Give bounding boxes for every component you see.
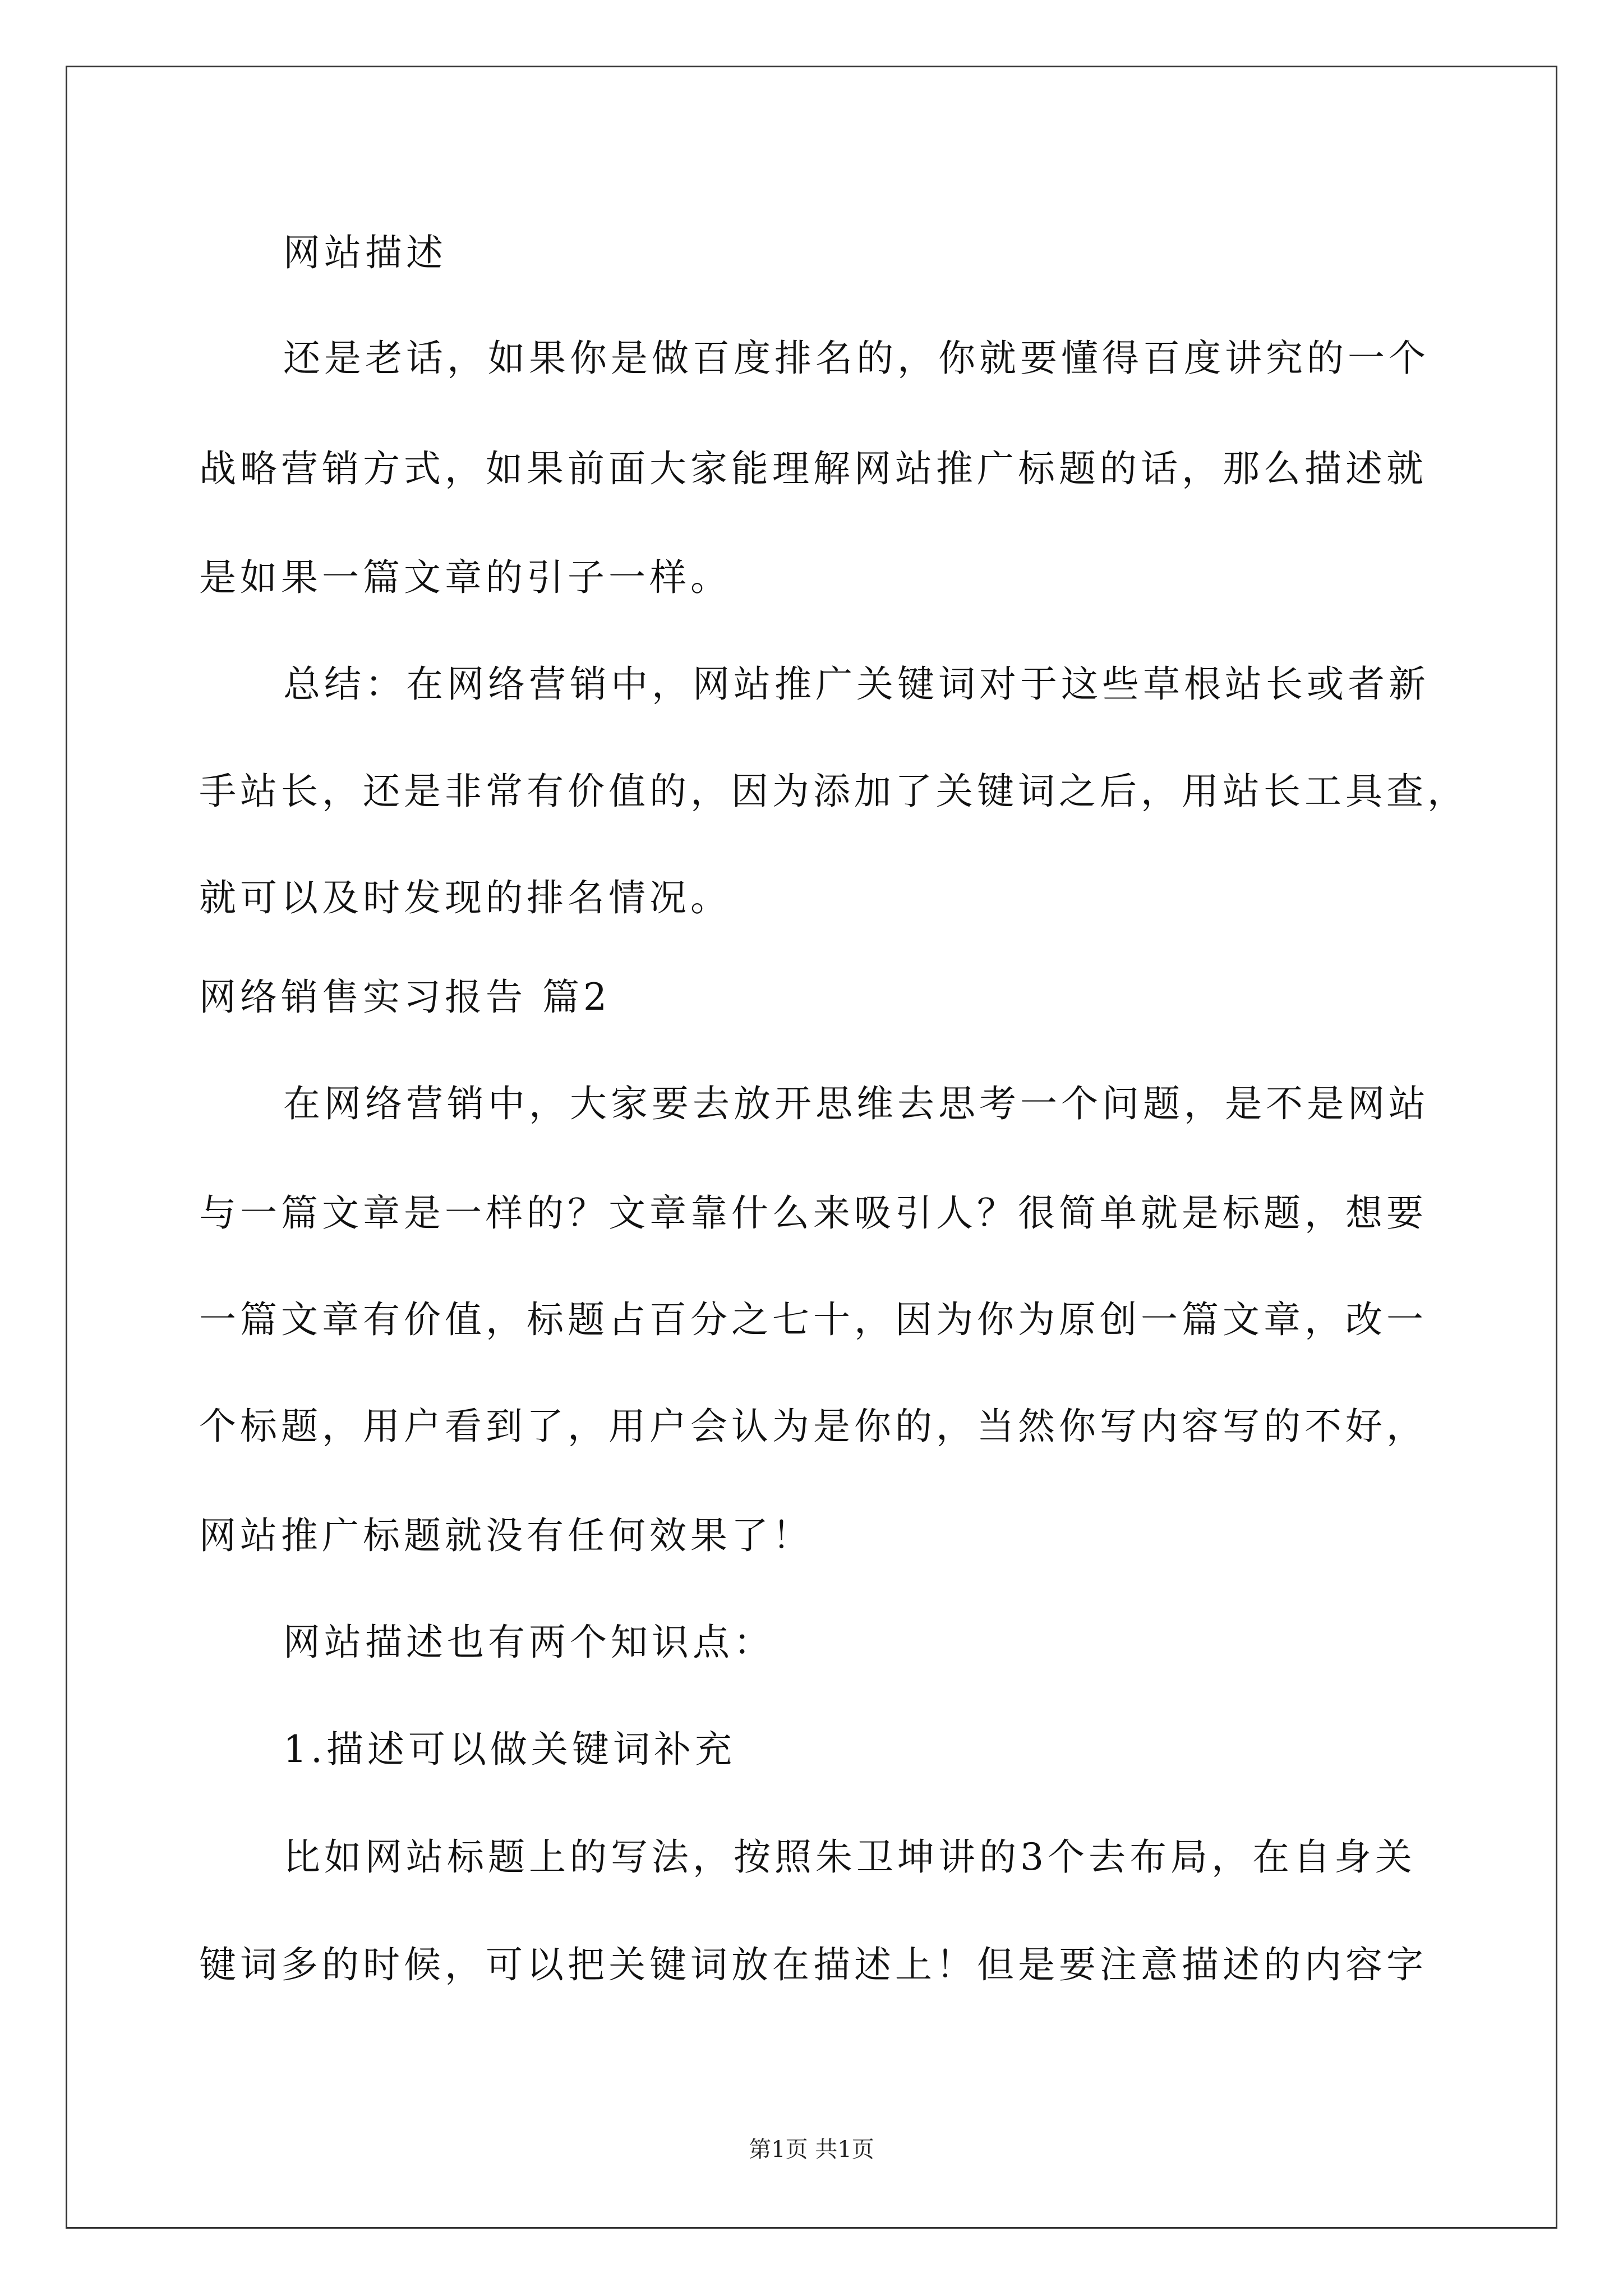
article-heading: 网络销售实习报告 篇2 — [199, 976, 611, 1019]
paragraph-line: 战略营销方式，如果前面大家能理解网站推广标题的话，那么描述就 — [199, 447, 1427, 490]
paragraph-line: 与一篇文章是一样的？文章靠什么来吸引人？很简单就是标题，想要 — [199, 1191, 1427, 1235]
section-heading: 网站描述 — [283, 231, 447, 274]
paragraph-line: 键词多的时候，可以把关键词放在描述上！但是要注意描述的内容字 — [199, 1943, 1427, 1986]
paragraph-line: 在网络营销中，大家要去放开思维去思考一个问题，是不是网站 — [283, 1082, 1430, 1125]
paragraph-line: 个标题，用户看到了，用户会认为是你的，当然你写内容写的不好， — [199, 1405, 1427, 1448]
paragraph-line: 网站推广标题就没有任何效果了！ — [199, 1514, 813, 1557]
paragraph-line: 是如果一篇文章的引子一样。 — [199, 556, 731, 599]
page-footer: 第1页 共1页 — [749, 2137, 874, 2162]
paragraph-line: 一篇文章有价值，标题占百分之七十，因为你为原创一篇文章，改一 — [199, 1298, 1427, 1341]
paragraph-line: 就可以及时发现的排名情况。 — [199, 876, 731, 919]
paragraph-line: 总结：在网络营销中，网站推广关键词对于这些草根站长或者新 — [283, 662, 1430, 706]
paragraph-line: 手站长，还是非常有价值的，因为添加了关键词之后，用站长工具查， — [199, 770, 1468, 813]
paragraph-line: 还是老话，如果你是做百度排名的，你就要懂得百度讲究的一个 — [283, 337, 1430, 380]
paragraph-line: 网站描述也有两个知识点： — [283, 1621, 774, 1664]
list-item: 1.描述可以做关键词补充 — [283, 1728, 736, 1771]
paragraph-line: 比如网站标题上的写法，按照朱卫坤讲的3个去布局，在自身关 — [283, 1835, 1416, 1879]
page-border — [66, 66, 1557, 2229]
